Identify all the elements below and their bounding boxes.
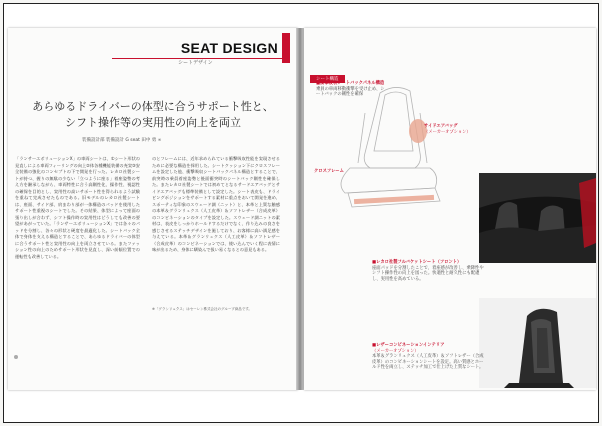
annotation-cross-frame: [314, 169, 344, 175]
section-title: SEAT DESIGN: [180, 40, 278, 56]
caption-front-seats-title: ■レカロ社製フルバケットシート（フロント）: [372, 260, 462, 265]
seat-back-inner: [374, 92, 413, 151]
caption-leather-interior: [372, 343, 484, 371]
annotation-backpanel-desc: 乗員の車両移動衝撃を受け止め、シートバックの剛性を確保: [316, 86, 385, 97]
caption-leather-interior-title: ■レザーコンビネーションインテリア: [372, 343, 445, 348]
caption-front-seats-desc: 座面パッドを分割したことで、着座感が改善し、乗降性やシフト操作性の向上を図った。快適性と耐久性にも配慮し、実用性を高めている。: [372, 265, 484, 282]
body-column-2: のとフレームには、近年求められている衝撃吸収性能を実現させるために必要な構造を採用した。シートクッション下にクロスフレームを設定した他、衝撃吸収シートバックパネル構造とすることで、前突時の乗員着座姿勢と後面衝突時のシートバック剛性を確保した。またレカロ社製シートでは初めてとなるサードエアバッグとサイドエアバッグも標準装備として設定した。シート表皮も、ドライビングポジションをサポートする素材に重点をおいて開発を進め、スポーティな印象のスウェード調（ニット）と、本革と上質な触感の本革＆グランリュクス（人工皮革）＆ソフトレザー（合成皮革）のコンビネーションのタイプを設定した。スウェード調ニットの素材は、表皮をしっかりホールドするだけでなく、作り込みの良さを感じさせるステッチデザインを施しており、お客様に高い満足感を与えている。本革＆グランリュクス（人工皮革）＆ソフトレザー（合成皮革）のコンビネーションでは、使い込んでいく程に表情に味が出るため、身体に馴染んで扱い易くなるとの意見もある。: [152, 156, 280, 252]
section-title-underline: [112, 40, 282, 59]
page-gutter: [296, 28, 304, 390]
annotation-side-airbag-note: （メーカーオプション）: [424, 129, 471, 135]
caption-leather-interior-desc: 本革＆グランリュクス（人工皮革）＆ソフトレザー（合成皮革）のコンビネーションシートを設定。高い質感とホールド性を両立し、ステッチ加工で仕上げた上質なシート。: [372, 354, 484, 370]
footnote: ※「グランリュクス」はセーレン株式会社のグループ商品です。: [152, 307, 252, 311]
annotation-side-airbag-title: サイドエアバッグ: [424, 124, 458, 129]
accent-bar: [282, 33, 290, 63]
author-credit: 装備設計部 装備設計 G seat 田中 勇 ∞: [82, 138, 162, 143]
headline-line-1: あらゆるドライバーの体型に合うサポート性と、: [32, 100, 274, 113]
caption-leather-interior-sub: （メーカーオプション）: [372, 348, 419, 354]
caption-front-seats: [372, 260, 484, 282]
annotation-backpanel-title: ■衝撃吸収シートバックパネル構造: [316, 81, 385, 86]
seat-cushion-outline: [341, 168, 437, 193]
annotation-cross-frame-title: クロスフレーム: [314, 169, 344, 174]
right-page-content: [304, 28, 596, 390]
annotation-backpanel: [316, 81, 386, 98]
page-number-left: [14, 355, 18, 359]
section-subtitle: シートデザイン: [178, 60, 213, 66]
cross-frame-highlight: [354, 195, 434, 204]
photo-leather-seat: [479, 298, 596, 388]
body-column-1: 「ランサーエボリューションX」の車両シートは、①シート形状の見直しによる車両フィーリングの向上②体各種機能装備の充実③安全装備の強化のコンセプトの下で開発を行った。レカロ社製シートが持つ、握りの無駄の少ない「立つように座る」着座姿勢の考え方を継承しながら、車両特性に合う高剛性化、操作性、視認性の確保を目的とし、実用性の高いサポート性を得られるよう試験を重ねて完成させたものである。旧モデルのレカロ社製シートは、座面、サイド部、肩まわり部が一体構造のパッドを使用したサポート性重視のシートでした。その結果、体型によって座面の張り出しが合わず、シフト操作時の実用性はどうしても改善の要望があがっていた。「ランサーエボリューションX」では各々のパッドを分割し、各々の形状と硬度を最適化した。シートバック全体で身体を支える構造とすることで、あらゆるドライバーの体型に合うサポート性と実用性の向上を両立させている。またファッション性の向上のためサポート形状を見直し、深い前傾位置での運転性も改善している。: [15, 156, 140, 259]
photo-front-seats: [479, 173, 596, 263]
headline-line-2: シフト操作等の実用性の向上を両立: [65, 116, 241, 129]
seat-structure-illustration: [310, 83, 480, 233]
section-label: シート構造: [310, 75, 345, 83]
annotation-side-airbag: [424, 124, 474, 135]
